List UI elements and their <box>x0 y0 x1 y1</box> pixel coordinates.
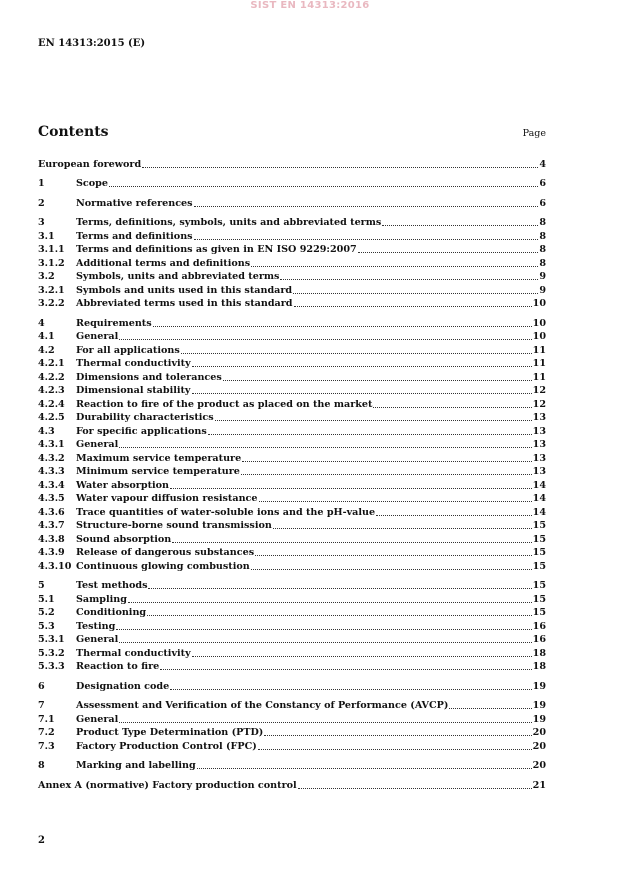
toc-entry-page: 8 <box>539 244 546 255</box>
toc-entry-page: 15 <box>532 607 546 618</box>
footer-page-number: 2 <box>38 835 45 846</box>
toc-entry-number: 8 <box>38 760 45 771</box>
toc-entry[interactable] <box>38 519 546 533</box>
dot-leader <box>251 569 532 570</box>
toc-entry[interactable] <box>38 243 546 257</box>
toc-entry[interactable] <box>38 592 546 606</box>
toc-entry-page: 19 <box>532 713 546 725</box>
toc-entry-number: 4.3 <box>38 425 55 437</box>
dot-leader <box>376 515 532 516</box>
dot-leader <box>294 306 532 307</box>
toc-entry-page: 20 <box>532 727 546 738</box>
toc-entry-page: 15 <box>532 593 546 605</box>
toc-entry-title: Trace quantities of water-soluble ions and the pH-value <box>76 506 376 518</box>
toc-entry[interactable] <box>38 532 546 546</box>
toc-entry-number: 4.1 <box>38 331 55 342</box>
toc-entry-number: 4.2.3 <box>38 385 65 396</box>
toc-entry-title: General <box>76 439 119 450</box>
toc-entry-title: Marking and labelling <box>76 760 196 771</box>
toc-entry-number: 5.2 <box>38 607 55 618</box>
toc-entry[interactable] <box>38 216 546 230</box>
toc-entry-title: Annex A (normative) Factory production control <box>38 779 297 791</box>
toc-entry-page: 21 <box>532 779 546 791</box>
toc-entry-page: 14 <box>532 479 546 491</box>
toc-entry-title: Assessment and Verification of the Constancy of Performance (AVCP) <box>76 700 449 711</box>
toc-entry-number: 5.3.1 <box>38 634 65 645</box>
toc-entry-page: 13 <box>532 452 546 464</box>
toc-entry-page: 12 <box>532 398 546 410</box>
toc-entry-page: 8 <box>539 230 546 242</box>
toc-entry-number: 4.3.4 <box>38 479 65 491</box>
toc-entry-page: 12 <box>532 385 546 396</box>
toc-entry-title: Symbols and units used in this standard <box>76 284 293 296</box>
toc-entry-title: Terms and definitions <box>76 230 193 242</box>
dot-leader <box>147 615 532 616</box>
toc-entry-page: 15 <box>532 560 546 572</box>
toc-entry-page: 14 <box>532 493 546 504</box>
toc-entry-title: Release of dangerous substances <box>76 547 255 558</box>
toc-entry[interactable] <box>38 330 546 344</box>
table-of-contents <box>38 157 546 792</box>
toc-entry-page: 16 <box>532 620 546 632</box>
toc-entry-number: 7.3 <box>38 740 55 752</box>
dot-leader <box>382 225 538 226</box>
toc-entry[interactable] <box>38 726 546 740</box>
toc-entry[interactable] <box>38 492 546 506</box>
toc-entry-title: Water absorption <box>76 479 170 491</box>
toc-entry[interactable] <box>38 397 546 411</box>
toc-entry-number: 3.2 <box>38 271 55 282</box>
toc-entry[interactable] <box>38 157 546 171</box>
toc-entry[interactable] <box>38 297 546 311</box>
dot-leader <box>197 768 532 769</box>
toc-entry[interactable] <box>38 646 546 660</box>
toc-entry-number: 7.2 <box>38 727 55 738</box>
toc-entry-page: 15 <box>532 533 546 545</box>
toc-entry[interactable] <box>38 357 546 371</box>
toc-entry-page: 20 <box>532 740 546 752</box>
toc-entry-page: 19 <box>532 700 546 711</box>
toc-entry[interactable] <box>38 343 546 357</box>
toc-entry-title: Scope <box>76 178 108 189</box>
toc-entry-page: 10 <box>532 298 546 309</box>
toc-entry-title: Factory Production Control (FPC) <box>76 740 257 752</box>
dot-leader <box>264 735 531 736</box>
dot-leader <box>148 588 531 589</box>
toc-entry-number: 3.1 <box>38 230 55 242</box>
toc-entry[interactable] <box>38 229 546 243</box>
toc-entry-title: Sound absorption <box>76 533 172 545</box>
dot-leader <box>223 380 532 381</box>
toc-entry-title: Maximum service temperature <box>76 452 242 464</box>
toc-entry-page: 10 <box>532 317 546 329</box>
dot-leader <box>258 749 532 750</box>
toc-entry-page: 13 <box>532 439 546 450</box>
toc-entry[interactable] <box>38 579 546 593</box>
toc-entry-page: 8 <box>539 257 546 269</box>
dot-leader <box>194 239 539 240</box>
watermark-text: SIST EN 14313:2016 <box>250 0 370 11</box>
toc-entry-number: 4.3.1 <box>38 439 65 450</box>
toc-entry-title: Normative references <box>76 197 193 209</box>
toc-entry-page: 18 <box>532 647 546 659</box>
toc-entry-page: 14 <box>532 506 546 518</box>
toc-entry-title: Conditioning <box>76 607 147 618</box>
dot-leader <box>273 528 532 529</box>
toc-entry[interactable] <box>38 451 546 465</box>
toc-entry[interactable] <box>38 370 546 384</box>
toc-entry-title: Dimensional stability <box>76 385 191 396</box>
toc-entry-title: Reaction to fire of the product as placed on the market <box>76 398 373 410</box>
dot-leader <box>373 407 531 408</box>
toc-entry-number: 4.2.2 <box>38 371 65 383</box>
toc-entry-page: 20 <box>532 760 546 771</box>
dot-leader <box>119 722 531 723</box>
toc-entry-number: 3.1.2 <box>38 257 65 269</box>
contents-heading: Contents <box>38 124 109 140</box>
toc-entry-page: 11 <box>532 371 546 383</box>
toc-entry-page: 13 <box>532 425 546 437</box>
toc-entry-page: 13 <box>532 466 546 477</box>
toc-entry[interactable] <box>38 177 546 191</box>
toc-entry[interactable] <box>38 384 546 398</box>
toc-entry[interactable] <box>38 759 546 773</box>
toc-entry-title: Structure-borne sound transmission <box>76 520 272 531</box>
dot-leader <box>192 366 532 367</box>
toc-entry[interactable] <box>38 270 546 284</box>
toc-entry-number: 5.3.3 <box>38 661 65 672</box>
toc-entry-title: European foreword <box>38 158 142 170</box>
toc-entry-number: 3.1.1 <box>38 244 65 255</box>
toc-entry-title: For all applications <box>76 344 180 356</box>
dot-leader <box>160 669 531 670</box>
dot-leader <box>194 206 539 207</box>
toc-entry-title: Minimum service temperature <box>76 466 240 477</box>
toc-entry-title: Symbols, units and abbreviated terms <box>76 271 280 282</box>
page-column-label: Page <box>522 128 546 139</box>
toc-entry-page: 13 <box>532 412 546 423</box>
toc-entry-title: Dimensions and tolerances <box>76 371 222 383</box>
dot-leader <box>259 501 532 502</box>
toc-entry-page: 11 <box>532 344 546 356</box>
toc-entry-number: 4.3.5 <box>38 493 65 504</box>
dot-leader <box>116 629 531 630</box>
toc-entry-title: Designation code <box>76 680 170 692</box>
toc-entry-title: Thermal conductivity <box>76 647 191 659</box>
toc-entry-title: Requirements <box>76 317 152 329</box>
toc-entry[interactable] <box>38 424 546 438</box>
toc-entry-number: 4.3.9 <box>38 547 65 558</box>
toc-entry[interactable] <box>38 196 546 210</box>
toc-entry-number: 4.3.6 <box>38 506 65 518</box>
dot-leader <box>128 602 532 603</box>
toc-entry-number: 4.2 <box>38 344 55 356</box>
toc-entry-page: 10 <box>532 331 546 342</box>
dot-leader <box>170 689 531 690</box>
toc-entry[interactable] <box>38 478 546 492</box>
toc-entry-page: 9 <box>539 284 546 296</box>
dot-leader <box>251 266 538 267</box>
toc-entry-title: Terms and definitions as given in EN ISO 9229:2007 <box>76 244 357 255</box>
dot-leader <box>119 339 531 340</box>
dot-leader <box>280 279 538 280</box>
toc-entry-title: General <box>76 331 119 342</box>
toc-entry-title: Water vapour diffusion resistance <box>76 493 258 504</box>
dot-leader <box>142 167 538 168</box>
toc-entry-title: Terms, definitions, symbols, units and abbreviated terms <box>76 217 382 228</box>
toc-entry-number: 4.3.7 <box>38 520 65 531</box>
toc-entry-number: 4.2.1 <box>38 358 65 369</box>
toc-entry-number: 4.3.2 <box>38 452 65 464</box>
toc-entry-page: 6 <box>539 197 546 209</box>
dot-leader <box>181 353 532 354</box>
toc-entry[interactable] <box>38 283 546 297</box>
toc-entry-title: Abbreviated terms used in this standard <box>76 298 293 309</box>
dot-leader <box>242 461 531 462</box>
dot-leader <box>192 656 532 657</box>
toc-entry[interactable] <box>38 559 546 573</box>
dot-leader <box>192 393 532 394</box>
toc-entry[interactable] <box>38 778 546 792</box>
toc-entry[interactable] <box>38 739 546 753</box>
toc-entry-number: 3 <box>38 217 45 228</box>
toc-entry-title: Sampling <box>76 593 127 605</box>
toc-entry-number: 2 <box>38 197 45 209</box>
toc-entry[interactable] <box>38 679 546 693</box>
dot-leader <box>172 542 531 543</box>
toc-entry-page: 11 <box>532 358 546 369</box>
document-id: EN 14313:2015 (E) <box>38 38 146 49</box>
dot-leader <box>119 642 531 643</box>
toc-entry-number: 1 <box>38 178 45 189</box>
dot-leader <box>358 252 539 253</box>
dot-leader <box>449 708 531 709</box>
toc-entry-page: 15 <box>532 580 546 591</box>
toc-entry-number: 3.2.2 <box>38 298 65 309</box>
toc-entry-page: 15 <box>532 547 546 558</box>
toc-entry-page: 9 <box>539 271 546 282</box>
toc-entry-title: General <box>76 634 119 645</box>
toc-entry-title: Continuous glowing combustion <box>76 560 250 572</box>
toc-entry-number: 5 <box>38 580 45 591</box>
toc-entry-title: Durability characteristics <box>76 412 214 423</box>
toc-entry[interactable] <box>38 606 546 620</box>
toc-entry-number: 4.2.4 <box>38 398 65 410</box>
toc-entry-page: 16 <box>532 634 546 645</box>
toc-entry-number: 7 <box>38 700 45 711</box>
toc-entry[interactable] <box>38 465 546 479</box>
dot-leader <box>153 326 532 327</box>
toc-entry-title: Thermal conductivity <box>76 358 191 369</box>
toc-entry[interactable] <box>38 699 546 713</box>
toc-entry[interactable] <box>38 546 546 560</box>
toc-entry-number: 5.3 <box>38 620 55 632</box>
toc-entry[interactable] <box>38 619 546 633</box>
toc-entry-number: 4 <box>38 317 45 329</box>
toc-entry-number: 4.3.10 <box>38 560 72 572</box>
toc-entry-page: 4 <box>539 158 546 170</box>
toc-entry-title: Reaction to fire <box>76 661 160 672</box>
toc-entry-title: Testing <box>76 620 116 632</box>
toc-entry[interactable] <box>38 438 546 452</box>
dot-leader <box>208 434 532 435</box>
toc-entry-title: For specific applications <box>76 425 207 437</box>
dot-leader <box>119 447 531 448</box>
toc-entry-number: 4.3.8 <box>38 533 65 545</box>
dot-leader <box>293 293 538 294</box>
dot-leader <box>109 186 538 187</box>
toc-entry-title: Product Type Determination (PTD) <box>76 727 264 738</box>
dot-leader <box>170 488 532 489</box>
toc-entry-page: 19 <box>532 680 546 692</box>
toc-entry[interactable] <box>38 411 546 425</box>
dot-leader <box>255 555 532 556</box>
dot-leader <box>215 420 532 421</box>
toc-entry-number: 4.2.5 <box>38 412 65 423</box>
toc-entry-number: 7.1 <box>38 713 55 725</box>
toc-entry-number: 5.1 <box>38 593 55 605</box>
toc-entry-number: 5.3.2 <box>38 647 65 659</box>
toc-entry-title: Test methods <box>76 580 148 591</box>
toc-entry-page: 18 <box>532 661 546 672</box>
toc-entry-title: Additional terms and definitions <box>76 257 251 269</box>
toc-entry-title: General <box>76 713 119 725</box>
toc-entry-page: 8 <box>539 217 546 228</box>
toc-entry-number: 3.2.1 <box>38 284 65 296</box>
dot-leader <box>241 474 532 475</box>
toc-entry[interactable] <box>38 633 546 647</box>
toc-entry[interactable] <box>38 660 546 674</box>
toc-entry[interactable] <box>38 256 546 270</box>
toc-entry-number: 6 <box>38 680 45 692</box>
toc-entry-number: 4.3.3 <box>38 466 65 477</box>
toc-entry[interactable] <box>38 505 546 519</box>
toc-entry-page: 15 <box>532 520 546 531</box>
toc-entry[interactable] <box>38 316 546 330</box>
toc-entry[interactable] <box>38 712 546 726</box>
toc-entry-page: 6 <box>539 178 546 189</box>
dot-leader <box>298 788 532 789</box>
